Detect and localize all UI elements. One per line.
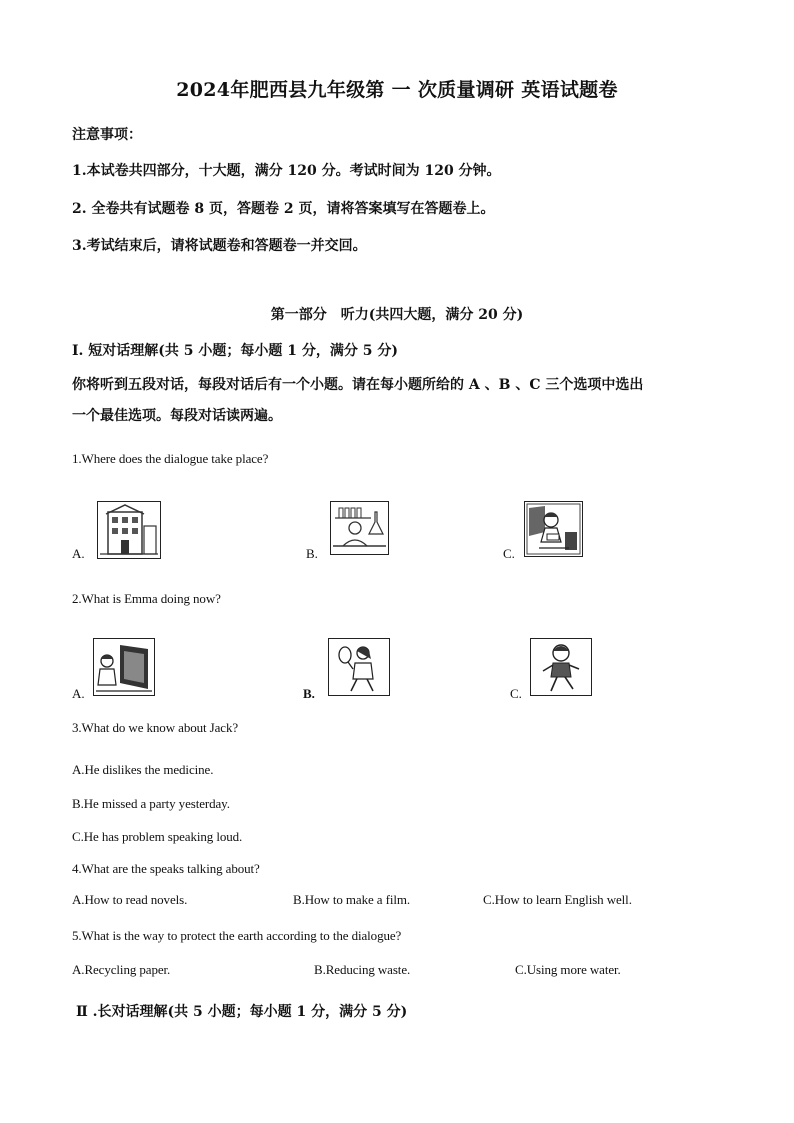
- notes-item-3: 3.考试结束后，请将试题卷和答题卷一并交回。: [72, 238, 367, 254]
- question-2-option-c-label: C.: [510, 686, 522, 701]
- watching-tv-picture: [93, 638, 155, 696]
- part1-heading: 第一部分 听力(共四大题，满分 20 分): [270, 307, 524, 323]
- question-4-option-b: B.How to make a film.: [293, 892, 411, 907]
- section1-instructions-line2: 一个最佳选项。每段对话读两遍。: [72, 408, 282, 424]
- question-2-stem: 2.What is Emma doing now?: [72, 591, 221, 606]
- question-2-option-b-label: B.: [303, 686, 315, 701]
- question-1-option-b-label: B.: [306, 546, 318, 561]
- question-5-stem: 5.What is the way to protect the earth according to the dialogue?: [72, 928, 402, 943]
- question-5-option-a: A.Recycling paper.: [72, 962, 171, 977]
- question-2-option-a-label: A.: [72, 686, 85, 701]
- reading-girl-picture: [524, 501, 583, 557]
- question-4-option-a: A.How to read novels.: [72, 892, 188, 907]
- playing-tennis-picture: [328, 638, 390, 696]
- question-1-option-a-label: A.: [72, 546, 85, 561]
- section1-instructions-line1: 你将听到五段对话，每段对话后有一个小题。请在每小题所给的 A 、B 、C 三个选项中选出: [72, 377, 644, 393]
- question-3-option-c: C.He has problem speaking loud.: [72, 829, 243, 844]
- laboratory-picture: [330, 501, 389, 555]
- question-3-stem: 3.What do we know about Jack?: [72, 720, 239, 735]
- notes-item-2: 2. 全卷共有试题卷 8 页，答题卷 2 页，请将答案填写在答题卷上。: [72, 201, 495, 217]
- page-title: 2024年肥西县九年级第 一 次质量调研 英语试题卷: [176, 79, 618, 101]
- running-boy-picture: [530, 638, 592, 696]
- question-3-option-a: A.He dislikes the medicine.: [72, 762, 214, 777]
- question-5-option-c: C.Using more water.: [515, 962, 621, 977]
- question-3-option-b: B.He missed a party yesterday.: [72, 796, 230, 811]
- question-4-option-c: C.How to learn English well.: [483, 892, 632, 907]
- question-1-option-c-label: C.: [503, 546, 515, 561]
- section2-heading: Ⅱ .长对话理解(共 5 小题；每小题 1 分，满分 5 分): [76, 1004, 408, 1020]
- question-1-stem: 1.Where does the dialogue take place?: [72, 451, 269, 466]
- notes-heading: 注意事项：: [72, 127, 142, 143]
- question-4-stem: 4.What are the speaks talking about?: [72, 861, 260, 876]
- notes-item-1: 1.本试卷共四部分，十大题，满分 120 分。考试时间为 120 分钟。: [72, 163, 501, 179]
- question-5-option-b: B.Reducing waste.: [314, 962, 411, 977]
- section1-heading: I. 短对话理解(共 5 小题；每小题 1 分，满分 5 分): [72, 343, 399, 359]
- building-picture: [97, 501, 161, 559]
